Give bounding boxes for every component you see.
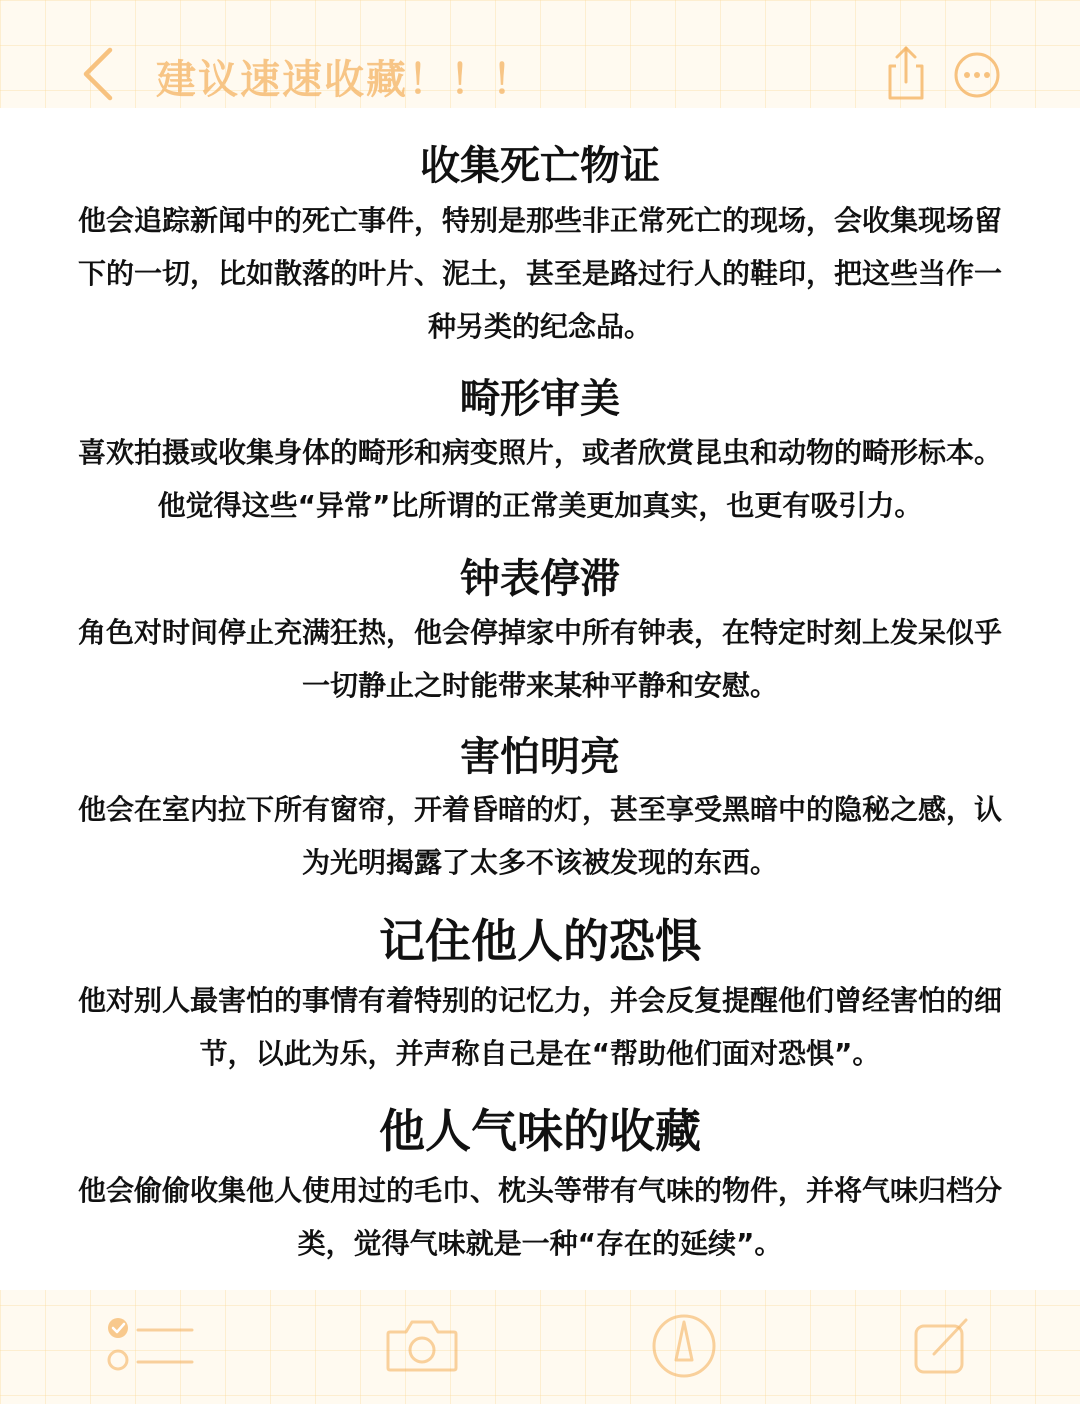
chevron-left-icon[interactable] [74, 44, 124, 104]
edit-icon[interactable] [912, 1314, 972, 1376]
compass-icon[interactable] [650, 1312, 718, 1380]
bottom-toolbar [0, 1290, 1080, 1404]
checklist-icon[interactable] [104, 1316, 196, 1372]
page-title: 建议速速收藏！！！ [156, 57, 534, 103]
section-body: 他会追踪新闻中的死亡事件，特别是那些非正常死亡的现场，会收集现场留下的一切，比如散落的叶片、泥土，甚至是路过行人的鞋印，把这些当作一种另类的纪念品。 [77, 204, 1002, 343]
section-body: 他对别人最害怕的事情有着特别的记忆力，并会反复提醒他们曾经害怕的细节，以此为乐，并声称自己是在“帮助他们面对恐惧”。 [77, 984, 1002, 1070]
section-heading: 记住他人的恐惧 [379, 914, 701, 968]
share-icon[interactable] [882, 44, 930, 104]
section-body: 喜欢拍摄或收集身体的畸形和病变照片，或者欣赏昆虫和动物的畸形标本。他觉得这些“异常”比所谓的正常美更加真实，也更有吸引力。 [77, 436, 1002, 522]
section-heading: 害怕明亮 [460, 734, 620, 780]
section-heading: 收集死亡物证 [420, 143, 660, 189]
camera-icon[interactable] [384, 1316, 460, 1376]
section-body: 角色对时间停止充满狂热，他会停掉家中所有钟表，在特定时刻上发呆似乎一切静止之时能带来某种平静和安慰。 [77, 616, 1002, 702]
section-heading: 钟表停滞 [460, 556, 620, 602]
section-heading: 他人气味的收藏 [379, 1104, 701, 1158]
section-heading: 畸形审美 [460, 376, 620, 422]
nav-bar [0, 0, 1080, 108]
note-content [0, 108, 1080, 1290]
section-body: 他会在室内拉下所有窗帘，开着昏暗的灯，甚至享受黑暗中的隐秘之感，认为光明揭露了太多不该被发现的东西。 [77, 793, 1002, 879]
more-icon[interactable] [952, 50, 1002, 100]
section-body: 他会偷偷收集他人使用过的毛巾、枕头等带有气味的物件，并将气味归档分类，觉得气味就是一种“存在的延续”。 [77, 1174, 1002, 1260]
